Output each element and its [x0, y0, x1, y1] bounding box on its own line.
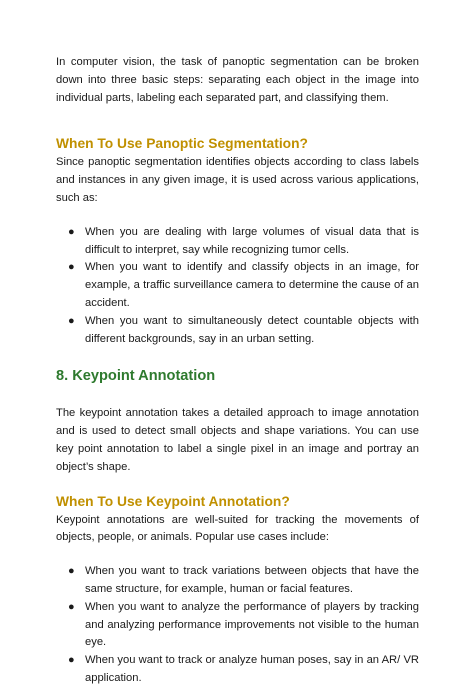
- panoptic-usage-heading: When To Use Panoptic Segmentation?: [56, 136, 308, 152]
- panoptic-bullet-list: [56, 224, 419, 349]
- list-item-text: When you want to analyze the performance of players by tracking and analyzing performance improvements not visible to the human eye.: [85, 600, 419, 649]
- list-item-text: When you want to track variations between objects that have the same structure, for example, human or facial features.: [85, 565, 419, 595]
- keypoint-usage-heading: When To Use Keypoint Annotation?: [56, 493, 290, 509]
- keypoint-intro-paragraph: The keypoint annotation takes a detailed approach to image annotation and is used to detect small objects and shape variations. You can use key point annotation to label a single pixel in an image and portray an object’s shape.: [56, 407, 419, 473]
- list-item-text: When you want to simultaneously detect countable objects with different backgrounds, say in an urban setting.: [85, 314, 419, 345]
- list-item: [56, 652, 419, 688]
- document-page: [56, 54, 419, 688]
- bullet-icon: ●: [68, 600, 75, 613]
- bullet-icon: ●: [68, 314, 75, 327]
- list-item: [56, 313, 419, 349]
- list-item-text: When you want to track or analyze human poses, say in an AR/ VR application.: [85, 654, 419, 684]
- bullet-icon: ●: [68, 565, 75, 578]
- keypoint-usage-paragraph: Keypoint annotations are well-suited for tracking the movements of objects, people, or animals. Popular use cases include:: [56, 513, 419, 544]
- intro-paragraph: In computer vision, the task of panoptic segmentation can be broken down into three basic steps: separating each object in the image into individual parts, labeling each separated part, and classifying them.: [56, 56, 419, 104]
- bullet-icon: ●: [68, 654, 75, 667]
- list-item: [56, 563, 419, 599]
- list-item: [56, 224, 419, 260]
- keypoint-bullet-list: [56, 563, 419, 688]
- bullet-icon: ●: [68, 225, 75, 238]
- panoptic-usage-paragraph: Since panoptic segmentation identifies objects according to class labels and instances in any given image, it is used across various applications, such as:: [56, 156, 419, 204]
- list-item: [56, 599, 419, 652]
- list-item-text: When you are dealing with large volumes of visual data that is difficult to interpret, say while recognizing tumor cells.: [85, 225, 419, 256]
- keypoint-section-heading: 8. Keypoint Annotation: [56, 368, 216, 385]
- list-item-text: When you want to identify and classify objects in an image, for example, a traffic surveillance camera to determine the cause of an accident.: [85, 261, 419, 309]
- bullet-icon: ●: [68, 261, 75, 274]
- list-item: [56, 259, 419, 312]
